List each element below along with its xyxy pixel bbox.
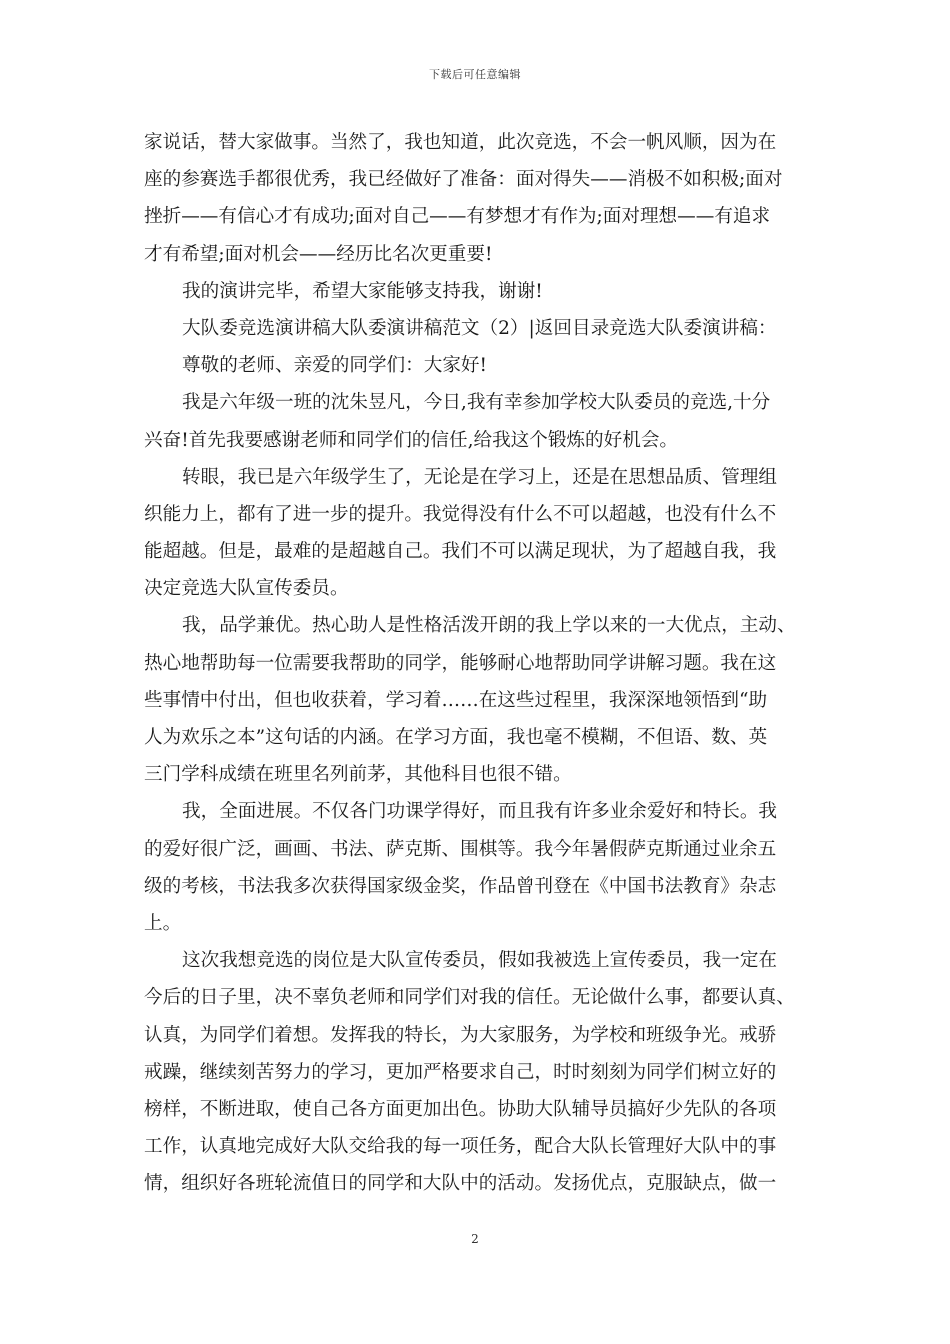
text-line: 家说话，替大家做事。当然了，我也知道，此次竞选，不会一帆风顺，因为在 [144, 132, 777, 153]
page-number: 2 [471, 1232, 479, 1246]
text-line: 座的参赛选手都很优秀，我已经做好了准备：面对得失——消极不如积极;面对 [144, 169, 783, 191]
text-line: 认真，为同学们着想。发挥我的特长，为大家服务，为学校和班级争光。戒骄 [144, 1024, 777, 1046]
text-line: 大队委竞选演讲稿大队委演讲稿范文（2）|返回目录竞选大队委演讲稿： [182, 317, 777, 339]
text-line: 我是六年级一班的沈朱昱凡，今日,我有幸参加学校大队委员的竞选,十分 [182, 392, 771, 414]
text-line: 些事情中付出，但也收获着，学习着……在这些过程里，我深深地领悟到“助 [144, 689, 768, 711]
text-line: 转眼，我已是六年级学生了，无论是在学习上，还是在思想品质、管理组 [182, 466, 778, 488]
text-line: 的爱好很广泛，画画、书法、萨克斯、围棋等。我今年暑假萨克斯通过业余五 [144, 838, 777, 860]
text-line: 这次我想竞选的岗位是大队宣传委员，假如我被选上宣传委员，我一定在 [182, 950, 778, 972]
text-line: 才有希望;面对机会——经历比名次更重要! [144, 243, 493, 265]
document-body [144, 124, 808, 1202]
page-header: 下载后可任意编辑 [429, 68, 521, 81]
text-line: 我，全面进展。不仅各门功课学得好，而且我有许多业余爱好和特长。我 [182, 801, 778, 823]
text-line: 情，组织好各班轮流值日的同学和大队中的活动。发扬优点，克服缺点，做一 [144, 1173, 777, 1195]
text-line: 工作，认真地完成好大队交给我的每一项任务，配合大队长管理好大队中的事 [144, 1136, 777, 1158]
text-line: 决定竞选大队宣传委员。 [144, 578, 349, 600]
text-line: 兴奋!首先我要感谢老师和同学们的信任,给我这个锻炼的好机会。 [144, 429, 679, 451]
text-line: 三门学科成绩在班里名列前茅，其他科目也很不错。 [144, 764, 572, 786]
text-line: 我的演讲完毕，希望大家能够支持我，谢谢! [182, 280, 543, 302]
text-line: 尊敬的老师、亲爱的同学们：大家好! [182, 355, 487, 377]
text-line: 能超越。但是，最难的是超越自己。我们不可以满足现状，为了超越自我，我 [144, 541, 777, 563]
text-line: 级的考核，书法我多次获得国家级金奖，作品曾刊登在《中国书法教育》杂志 [144, 875, 777, 897]
text-line: 人为欢乐之本”这句话的内涵。在学习方面，我也毫不模糊，不但语、数、英 [144, 727, 768, 748]
text-line: 织能力上，都有了进一步的提升。我觉得没有什么不可以超越，也没有什么不 [144, 503, 777, 525]
text-line: 挫折——有信心才有成功;面对自己——有梦想才有作为;面对理想——有追求 [144, 206, 771, 228]
text-line: 今后的日子里，决不辜负老师和同学们对我的信任。无论做什么事，都要认真、 [144, 987, 795, 1009]
text-line: 上。 [144, 912, 182, 934]
text-line: 榜样，不断进取，使自己各方面更加出色。协助大队辅导员搞好少先队的各项 [144, 1098, 777, 1120]
text-line: 我，品学兼优。热心助人是性格活泼开朗的我上学以来的一大优点，主动、 [182, 615, 796, 637]
text-line: 戒躁，继续刻苦努力的学习，更加严格要求自己，时时刻刻为同学们树立好的 [144, 1061, 777, 1083]
text-line: 热心地帮助每一位需要我帮助的同学，能够耐心地帮助同学讲解习题。我在这 [144, 652, 777, 674]
